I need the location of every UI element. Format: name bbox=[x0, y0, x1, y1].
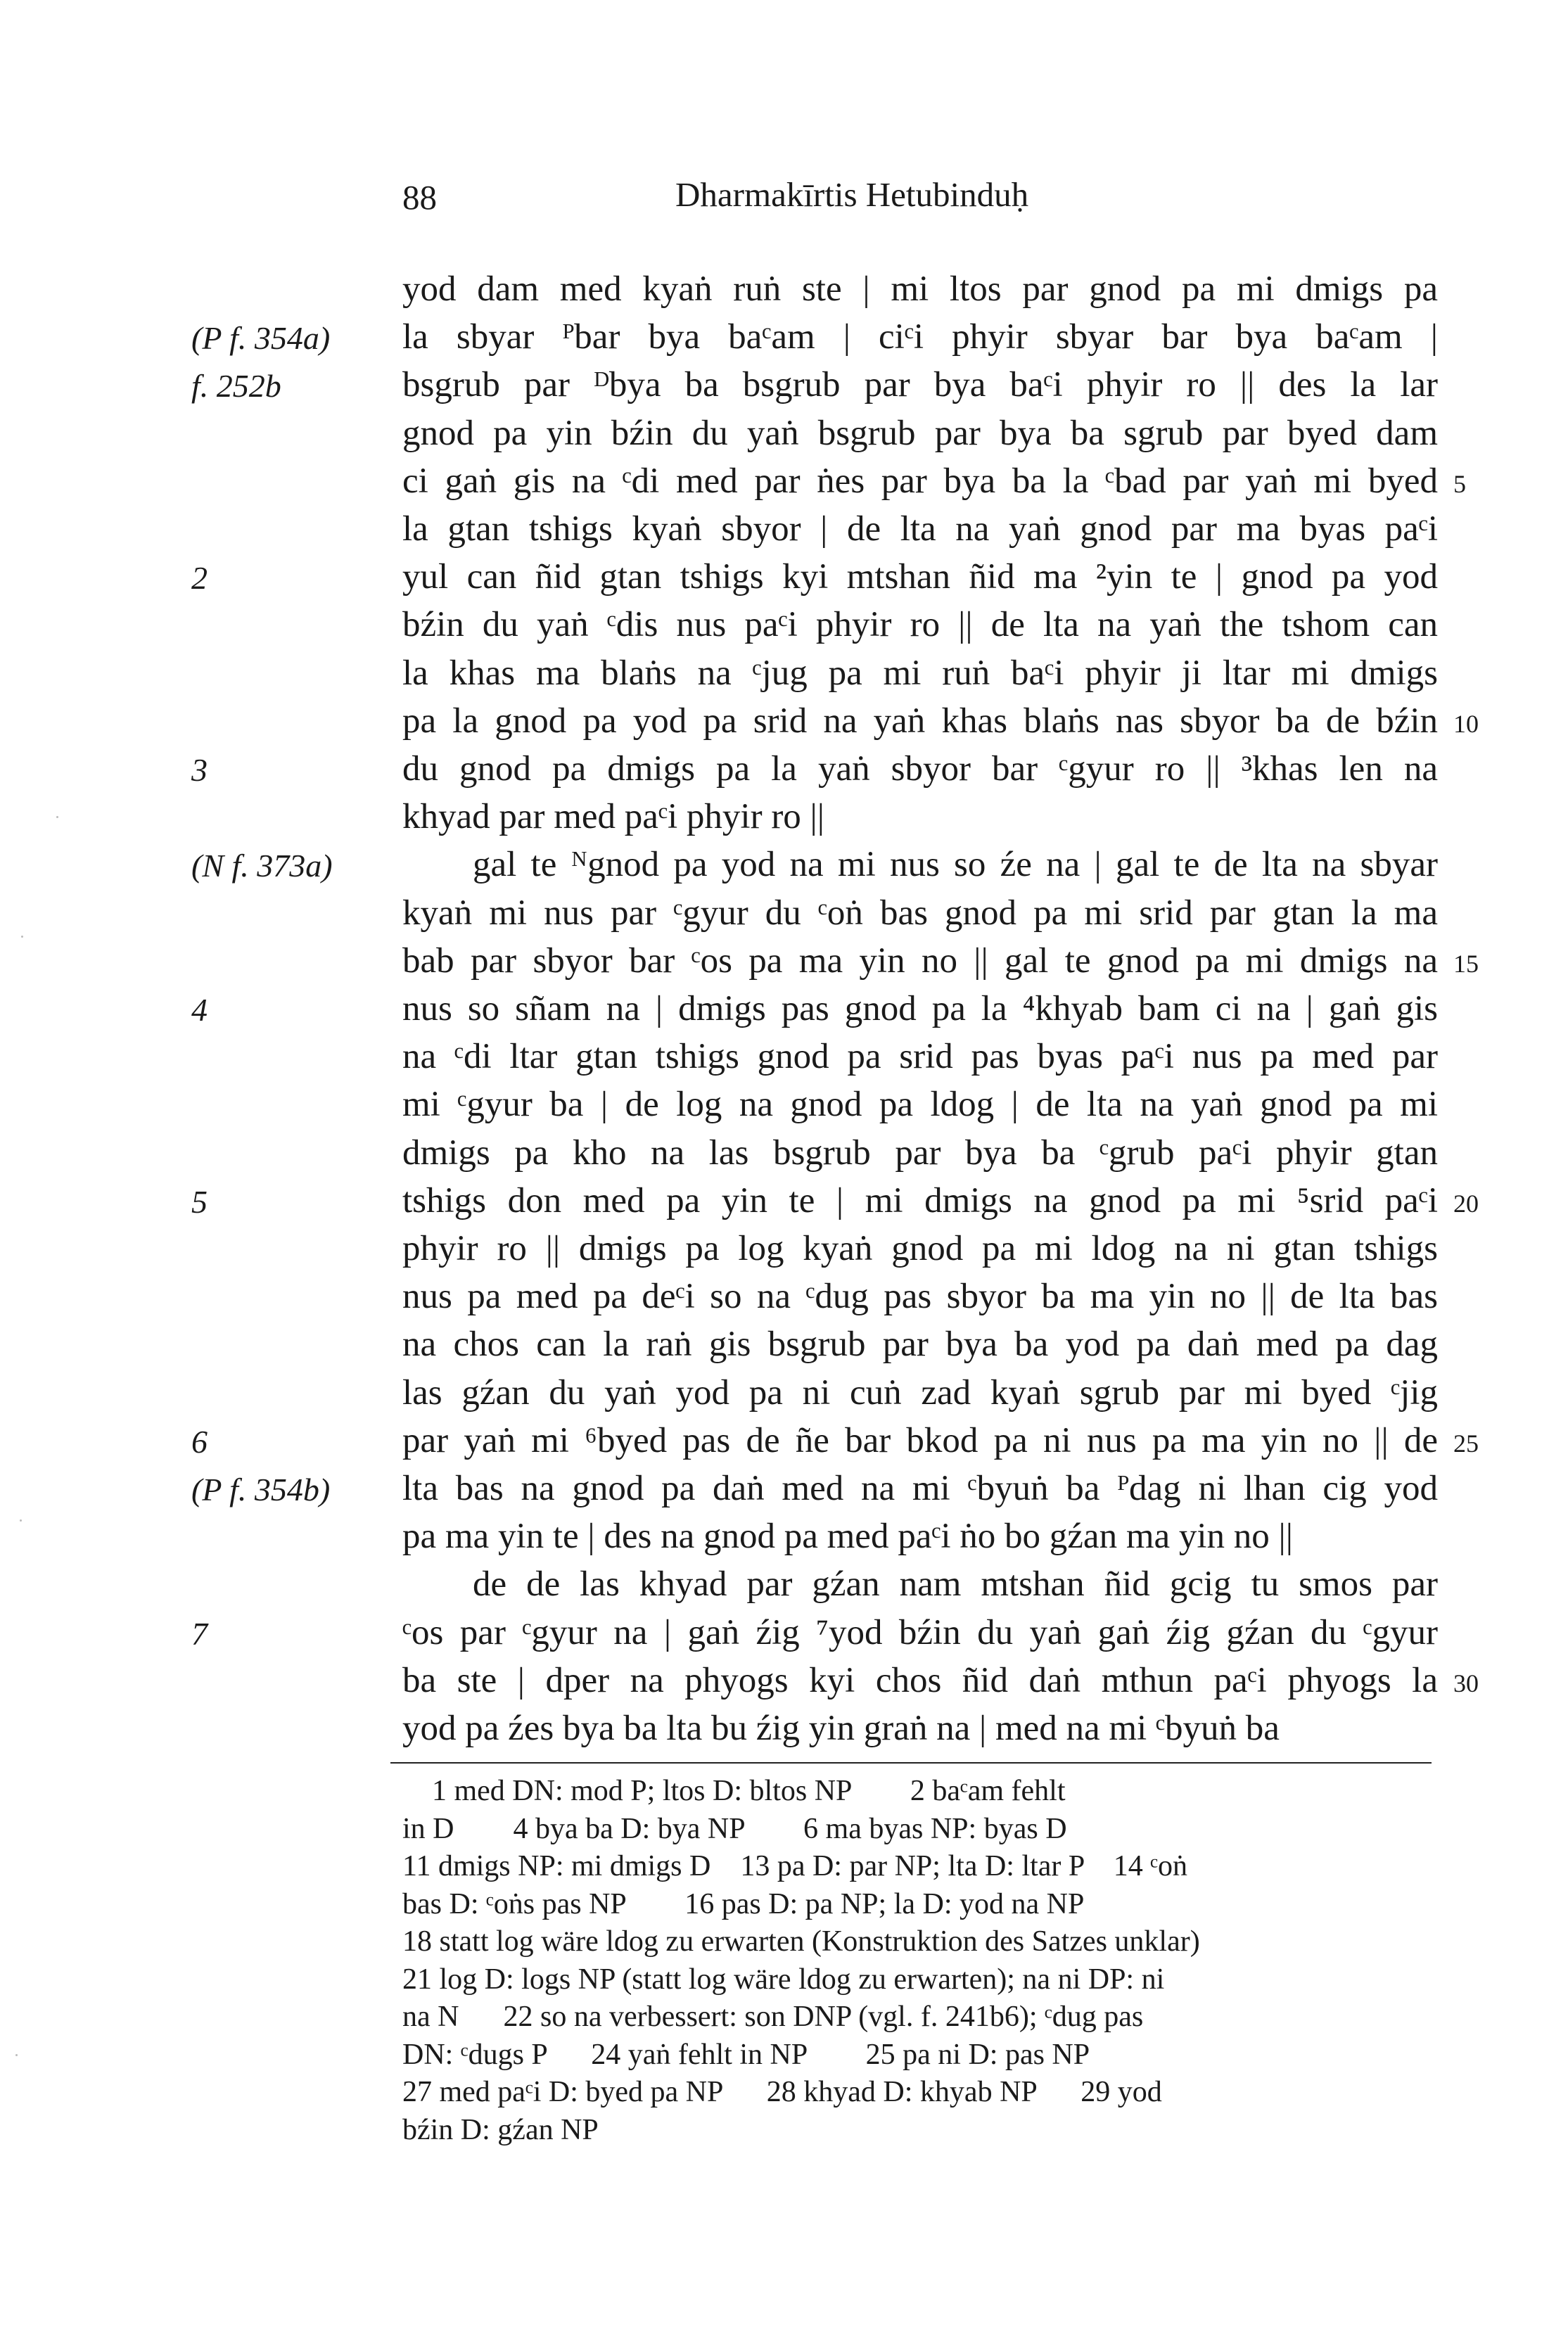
text-line: tshigs don med pa yin te | mi dmigs na gnod pa mi ⁵srid paᶜi bbox=[402, 1180, 1438, 1220]
line-number: 30 bbox=[1453, 1669, 1479, 1697]
text-line: nus so sñam na | dmigs pas gnod pa la ⁴khyab bam ci na | gaṅ gis bbox=[402, 989, 1438, 1028]
margin-note: 7 bbox=[191, 1615, 208, 1652]
line-number: 15 bbox=[1453, 949, 1479, 978]
text-line: gnod pa yin bźin du yaṅ bsgrub par bya ba sgrub par byed dam bbox=[402, 413, 1438, 453]
text-line: par yaṅ mi ⁶byed pas de ñe bar bkod pa ni nus pa ma yin no || de bbox=[402, 1420, 1438, 1460]
text-line: mi ᶜgyur ba | de log na gnod pa ldog | de lta na yaṅ gnod pa mi bbox=[402, 1085, 1438, 1125]
text-line: phyir ro || dmigs pa log kyaṅ gnod pa mi ldog na ni gtan tshigs bbox=[402, 1229, 1438, 1268]
footnote-line: bas D: ᶜoṅs pas NP 16 pas D: pa NP; la D: yod na NP bbox=[402, 1887, 1085, 1920]
text-line: bsgrub par ᴰbya ba bsgrub par bya baᶜi phyir ro || des la lar bbox=[402, 365, 1438, 405]
text-line: yul can ñid gtan tshigs kyi mtshan ñid ma ²yin te | gnod pa yod bbox=[402, 557, 1438, 597]
margin-note: (N f. 373a) bbox=[191, 848, 333, 884]
footnote-line: 11 dmigs NP: mi dmigs D 13 pa D: par NP; lta D: ltar P 14 ᶜoṅ bbox=[402, 1850, 1187, 1882]
footnote-rule bbox=[390, 1762, 1432, 1764]
text-line: de de las khyad par gźan nam mtshan ñid gcig tu smos par bbox=[473, 1564, 1438, 1605]
text-line: kyaṅ mi nus par ᶜgyur du ᶜoṅ bas gnod pa mi srid par gtan la ma bbox=[402, 893, 1438, 933]
text-line: yod pa źes bya ba lta bu źig yin graṅ na | med na mi ᶜbyuṅ ba bbox=[402, 1709, 1280, 1748]
running-title: Dharmakīrtis Hetubinduḥ bbox=[675, 175, 1029, 214]
margin-note: 4 bbox=[191, 992, 208, 1028]
text-line: ba ste | dper na phyogs kyi chos ñid daṅ mthun paᶜi phyogs la bbox=[402, 1660, 1438, 1700]
scan-speck bbox=[21, 936, 23, 938]
text-line: gal te ᴺgnod pa yod na mi nus so źe na | gal te de lta na sbyar bbox=[473, 845, 1438, 885]
footnote-line: in D 4 bya ba D: bya NP 6 ma byas NP: byas D bbox=[402, 1812, 1067, 1845]
text-line: pa la gnod pa yod pa srid na yaṅ khas blaṅs nas sbyor ba de bźin bbox=[402, 701, 1438, 741]
text-line: nus pa med pa deᶜi so na ᶜdug pas sbyor ba ma yin no || de lta bas bbox=[402, 1277, 1438, 1317]
line-number: 5 bbox=[1453, 469, 1466, 498]
margin-note: 5 bbox=[191, 1183, 208, 1220]
text-line: la gtan tshigs kyaṅ sbyor | de lta na yaṅ gnod par ma byas paᶜi bbox=[402, 509, 1438, 549]
text-line: yod dam med kyaṅ ruṅ ste | mi ltos par gnod pa mi dmigs pa bbox=[402, 269, 1438, 309]
footnote-line: na N 22 so na verbessert: son DNP (vgl. f. 241b6); ᶜdug pas bbox=[402, 2001, 1144, 2033]
text-line: bab par sbyor bar ᶜos pa ma yin no || gal te gnod pa mi dmigs na bbox=[402, 941, 1438, 981]
scan-speck bbox=[20, 1519, 22, 1522]
page-number: 88 bbox=[402, 178, 437, 217]
text-line: dmigs pa kho na las bsgrub par bya ba ᶜgrub paᶜi phyir gtan bbox=[402, 1133, 1438, 1173]
footnote-line: 27 med paᶜi D: byed pa NP 28 khyad D: khyab NP 29 yod bbox=[402, 2076, 1162, 2108]
margin-note: (P f. 354b) bbox=[191, 1472, 331, 1507]
margin-note: (P f. 354a) bbox=[191, 320, 331, 357]
scan-speck bbox=[15, 2054, 18, 2056]
margin-note: 2 bbox=[191, 560, 208, 597]
line-number: 25 bbox=[1453, 1429, 1479, 1458]
footnote-line: 21 log D: logs NP (statt log wäre ldog zu erwarten); na ni DP: ni bbox=[402, 1963, 1165, 1996]
text-line: la khas ma blaṅs na ᶜjug pa mi ruṅ baᶜi phyir ji ltar mi dmigs bbox=[402, 653, 1438, 693]
scan-speck bbox=[56, 816, 58, 818]
text-line: ᶜos par ᶜgyur na | gaṅ źig ⁷yod bźin du yaṅ gaṅ źig gźan du ᶜgyur bbox=[402, 1612, 1438, 1652]
footnote-line: 1 med DN: mod P; ltos D: bltos NP 2 baᶜam fehlt bbox=[402, 1775, 1066, 1807]
footnote-line: bźin D: gźan NP bbox=[402, 2113, 599, 2146]
text-line: ci gaṅ gis na ᶜdi med par ṅes par bya ba la ᶜbad par yaṅ mi byed bbox=[402, 461, 1438, 501]
text-line: du gnod pa dmigs pa la yaṅ sbyor bar ᶜgyur ro || ³khas len na bbox=[402, 749, 1438, 789]
footnote-line: 18 statt log wäre ldog zu erwarten (Konstruktion des Satzes unklar) bbox=[402, 1925, 1200, 1958]
text-line: bźin du yaṅ ᶜdis nus paᶜi phyir ro || de lta na yaṅ the tshom can bbox=[402, 605, 1438, 645]
text-line: na ᶜdi ltar gtan tshigs gnod pa srid pas byas paᶜi nus pa med par bbox=[402, 1037, 1438, 1077]
text-line: pa ma yin te | des na gnod pa med paᶜi ṅo bo gźan ma yin no || bbox=[402, 1517, 1293, 1557]
margin-note: f. 252b bbox=[191, 368, 281, 404]
text-line: na chos can la raṅ gis bsgrub par bya ba yod pa daṅ med pa dag bbox=[402, 1325, 1438, 1365]
margin-note: 3 bbox=[191, 752, 208, 788]
margin-note: 6 bbox=[191, 1423, 208, 1460]
text-line: las gźan du yaṅ yod pa ni cuṅ zad kyaṅ sgrub par mi byed ᶜjig bbox=[402, 1372, 1438, 1413]
text-line: lta bas na gnod pa daṅ med na mi ᶜbyuṅ ba ᴾdag ni lhan cig yod bbox=[402, 1469, 1438, 1508]
text-line: la sbyar ᴾbar bya baᶜam | ciᶜi phyir sbyar bar bya baᶜam | bbox=[402, 317, 1438, 357]
footnote-line: DN: ᶜdugs P 24 yaṅ fehlt in NP 25 pa ni D: pas NP bbox=[402, 2038, 1090, 2071]
text-line: khyad par med paᶜi phyir ro || bbox=[402, 797, 824, 837]
line-number: 10 bbox=[1453, 709, 1479, 738]
line-number: 20 bbox=[1453, 1189, 1479, 1218]
